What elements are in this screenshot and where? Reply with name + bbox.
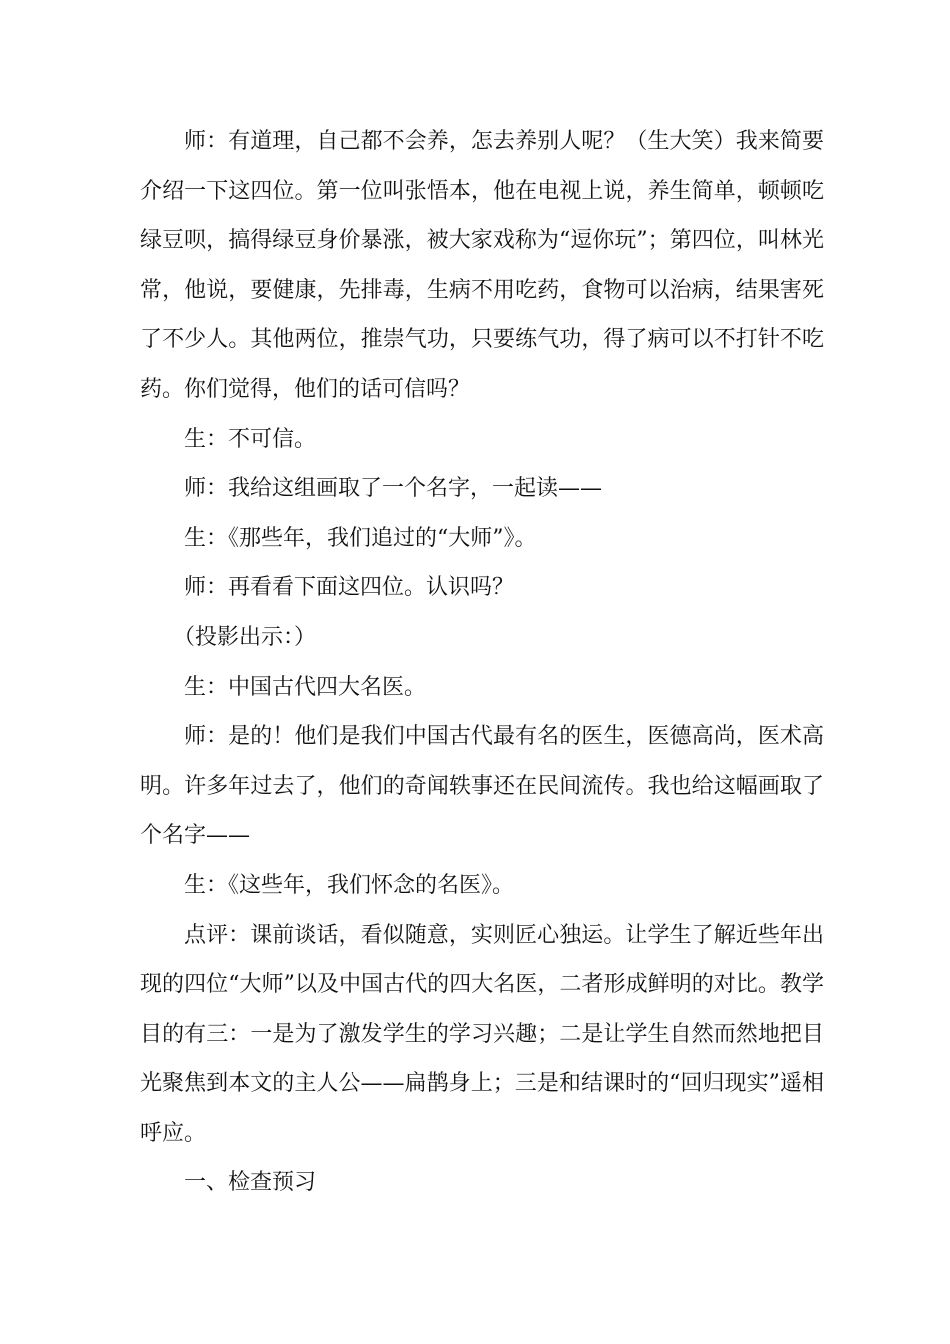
- paragraph-teacher-look-again: 师：再看看下面这四位。认识吗？: [184, 575, 515, 601]
- paragraph-projection-note: （投影出示：）: [173, 624, 317, 650]
- paragraph-teacher-name-picture: 师：我给这组画取了一个名字，一起读——: [184, 476, 603, 502]
- paragraph-student-doctors-title: 生：《这些年，我们怀念的名医》。: [184, 872, 515, 898]
- paragraph-student-not-credible: 生：不可信。: [184, 426, 317, 452]
- paragraph-commentary: 点评：课前谈话，看似随意，实则匠心独运。让学生了解近些年出现的四位“大师”以及中国古代的四大名医，二者形成鲜明的对比。教学目的有三：一是为了激发学生的学习兴趣；二是让学生自然而然地把目光聚焦到本文的主人公——扁鹊身上；三是和结课时的“回归现实”遥相呼应。: [140, 922, 824, 1146]
- document-body: [140, 117, 824, 1208]
- paragraph-student-four-doctors: 生：中国古代四大名医。: [184, 674, 427, 700]
- paragraph-teacher-intro: 师：有道理，自己都不会养，怎去养别人呢？（生大笑）我来简要介绍一下这四位。第一位叫张悟本，他在电视上说，养生简单，顿顿吃绿豆呗，搞得绿豆身价暴涨，被大家戏称为“逗你玩”；第四位，叫林光常，他说，要健康，先排毒，生病不用吃药，食物可以治病，结果害死了不少人。其他两位，推崇气功，只要练气功，得了病可以不打针不吃药。你们觉得，他们的话可信吗？: [140, 129, 824, 402]
- section-heading-check-preview: 一、检查预习: [184, 1170, 317, 1196]
- paragraph-teacher-famous-doctors: 师：是的！他们是我们中国古代最有名的医生，医德高尚，医术高明。许多年过去了，他们的奇闻轶事还在民间流传。我也给这幅画取了个名字——: [140, 724, 824, 849]
- paragraph-student-masters-title: 生：《那些年，我们追过的“大师”》。: [184, 525, 537, 551]
